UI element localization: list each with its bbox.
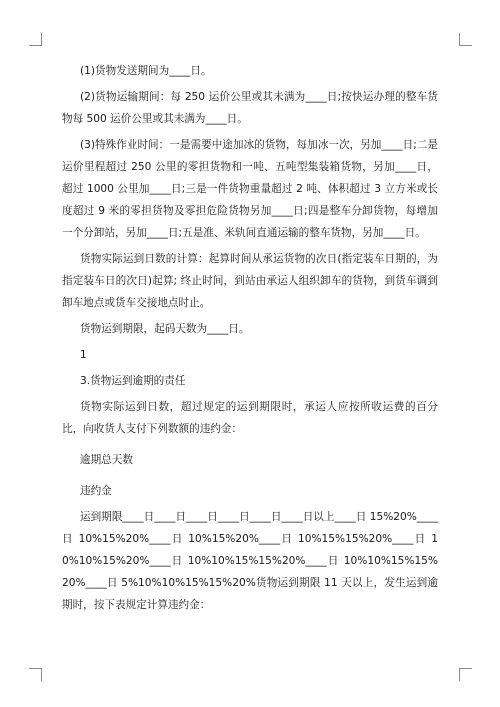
- label-total-overdue-days: 逾期总天数: [80, 454, 133, 466]
- crop-mark-top-right: [459, 33, 472, 46]
- page-number: 1: [80, 349, 87, 361]
- crop-mark-bottom-left: [29, 668, 42, 681]
- paragraph-actual-days-calculation: 货物实际运到日数的计算：起算时间从承运货物的次日(指定装车日期的，为指定装车日的次日)起算; 终止时间，到站由承运人组织卸车的货物，到货车调到卸车地点或货车交接地点时止。: [62, 253, 438, 309]
- crop-mark-bottom-right: [459, 668, 472, 681]
- document-body: [62, 60, 438, 620]
- paragraph-transport-period: (2)货物运输期间：每 250 运价公里或其未满为____日;按快运办理的整车货物每 500 运价公里或其未满为____日。: [62, 91, 438, 125]
- crop-mark-top-left: [29, 33, 42, 46]
- paragraph-minimum-days: 货物运到期限，起码天数为____日。: [80, 323, 250, 335]
- paragraph-penalty-intro: 货物实际运到日数，超过规定的运到期限时，承运人应按所收运费的百分比，向收货人支付下列数额的违约金：: [62, 401, 438, 435]
- label-penalty: 违约金: [80, 485, 112, 497]
- paragraph-special-operations: (3)特殊作业时间：一是需要中途加冰的货物，每加冰一次，另加____日;二是运价里程超过 250 公里的零担货物和一吨、五吨型集装箱货物，另加____日，超过 1000 公里加____日;三是一件货物重量超过 2 吨、体积超过 3 立方米或长度超过 9 米的零担货物及零担危险货物另加____日;四是整车分卸货物，每增加一个分卸站，另加____日;五是准、米轨间直通运输的整车货物，另加____日。: [62, 139, 438, 239]
- paragraph-penalty-table-text: 运到期限____日____日____日____日____日____日以上____日 15%20%____日 10%15%20%____日 10%15%20%____日 10%15%15%20%____日 10%10%15%20%____日 10%10%15%15%20%____日 10%10%15%15%20%____日 5%10%10%15%15%20%货物运到期限 11 天以上，发生运到逾期时，按下表规定计算违约金：: [62, 511, 438, 611]
- section-heading-overdue-liability: 3.货物运到逾期的责任: [80, 375, 186, 387]
- paragraph-dispatch-period: (1)货物发送期间为____日。: [80, 65, 212, 77]
